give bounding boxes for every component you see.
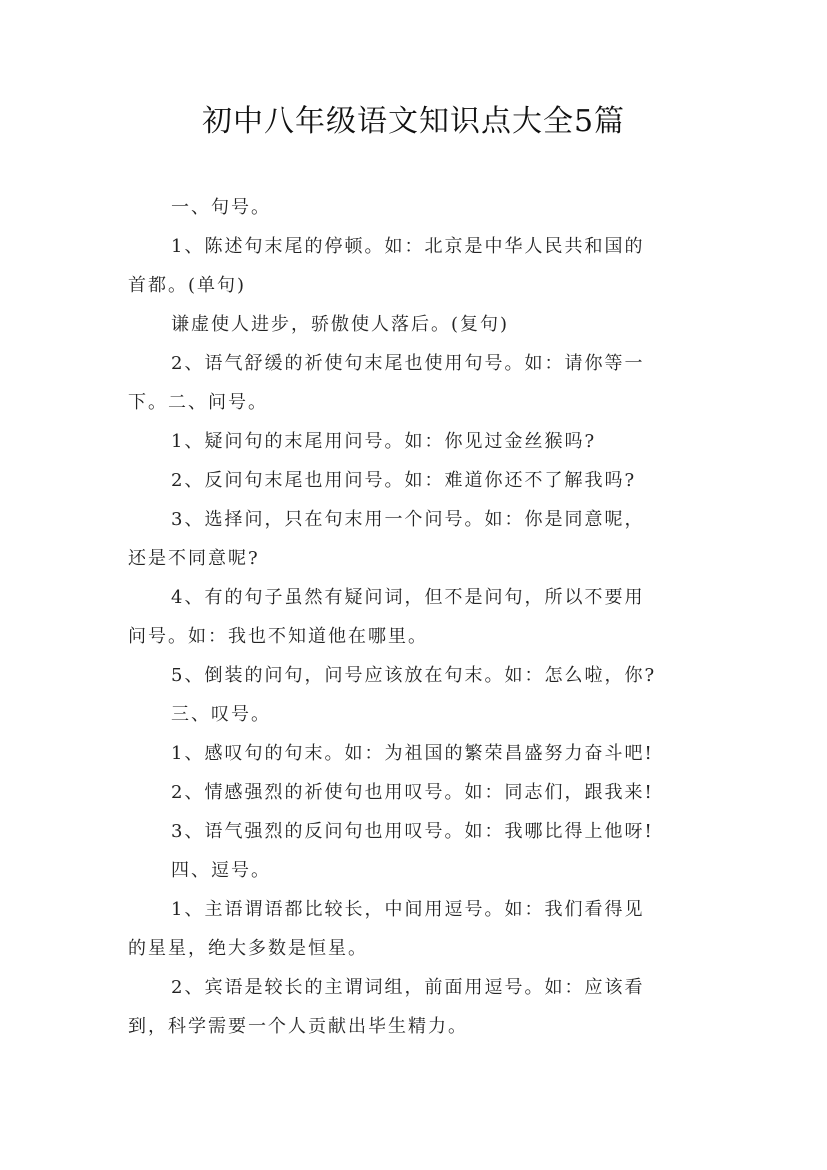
text-line: 2、反问句末尾也用问号。如：难道你还不了解我吗? (171, 470, 637, 491)
text-line: 还是不同意呢? (128, 548, 260, 569)
text-line: 到，科学需要一个人贡献出毕生精力。 (128, 1016, 468, 1037)
text-line: 2、宾语是较长的主谓词组，前面用逗号。如：应该看 (171, 977, 645, 998)
text-line: 首都。(单句) (128, 275, 247, 296)
text-line: 问号。如：我也不知道他在哪里。 (128, 626, 428, 647)
document-title: 初中八年级语文知识点大全5篇 (201, 104, 626, 139)
text-line: 一、句号。 (171, 197, 271, 218)
text-line: 4、有的句子虽然有疑问词，但不是问句，所以不要用 (171, 587, 645, 608)
text-line: 2、语气舒缓的祈使句末尾也使用句号。如：请你等一 (171, 353, 645, 374)
text-line: 谦虚使人进步，骄傲使人落后。(复句) (171, 314, 510, 335)
text-line: 三、叹号。 (171, 704, 271, 725)
text-line: 的星星，绝大多数是恒星。 (128, 938, 368, 959)
text-line: 3、选择问，只在句末用一个问号。如：你是同意呢， (171, 509, 645, 530)
text-line: 四、逗号。 (171, 860, 271, 881)
document-body (128, 188, 704, 1046)
text-line: 下。二、问号。 (128, 392, 268, 413)
text-line: 1、疑问句的末尾用问号。如：你见过金丝猴吗? (171, 431, 597, 452)
text-line: 1、陈述句末尾的停顿。如：北京是中华人民共和国的 (171, 236, 645, 257)
text-line: 1、感叹句的句末。如：为祖国的繁荣昌盛努力奋斗吧! (171, 743, 654, 764)
text-line: 5、倒装的问句，问号应该放在句末。如：怎么啦，你? (171, 665, 657, 686)
text-line: 1、主语谓语都比较长，中间用逗号。如：我们看得见 (171, 899, 645, 920)
text-line: 2、情感强烈的祈使句也用叹号。如：同志们，跟我来! (171, 782, 654, 803)
text-line: 3、语气强烈的反问句也用叹号。如：我哪比得上他呀! (171, 821, 654, 842)
